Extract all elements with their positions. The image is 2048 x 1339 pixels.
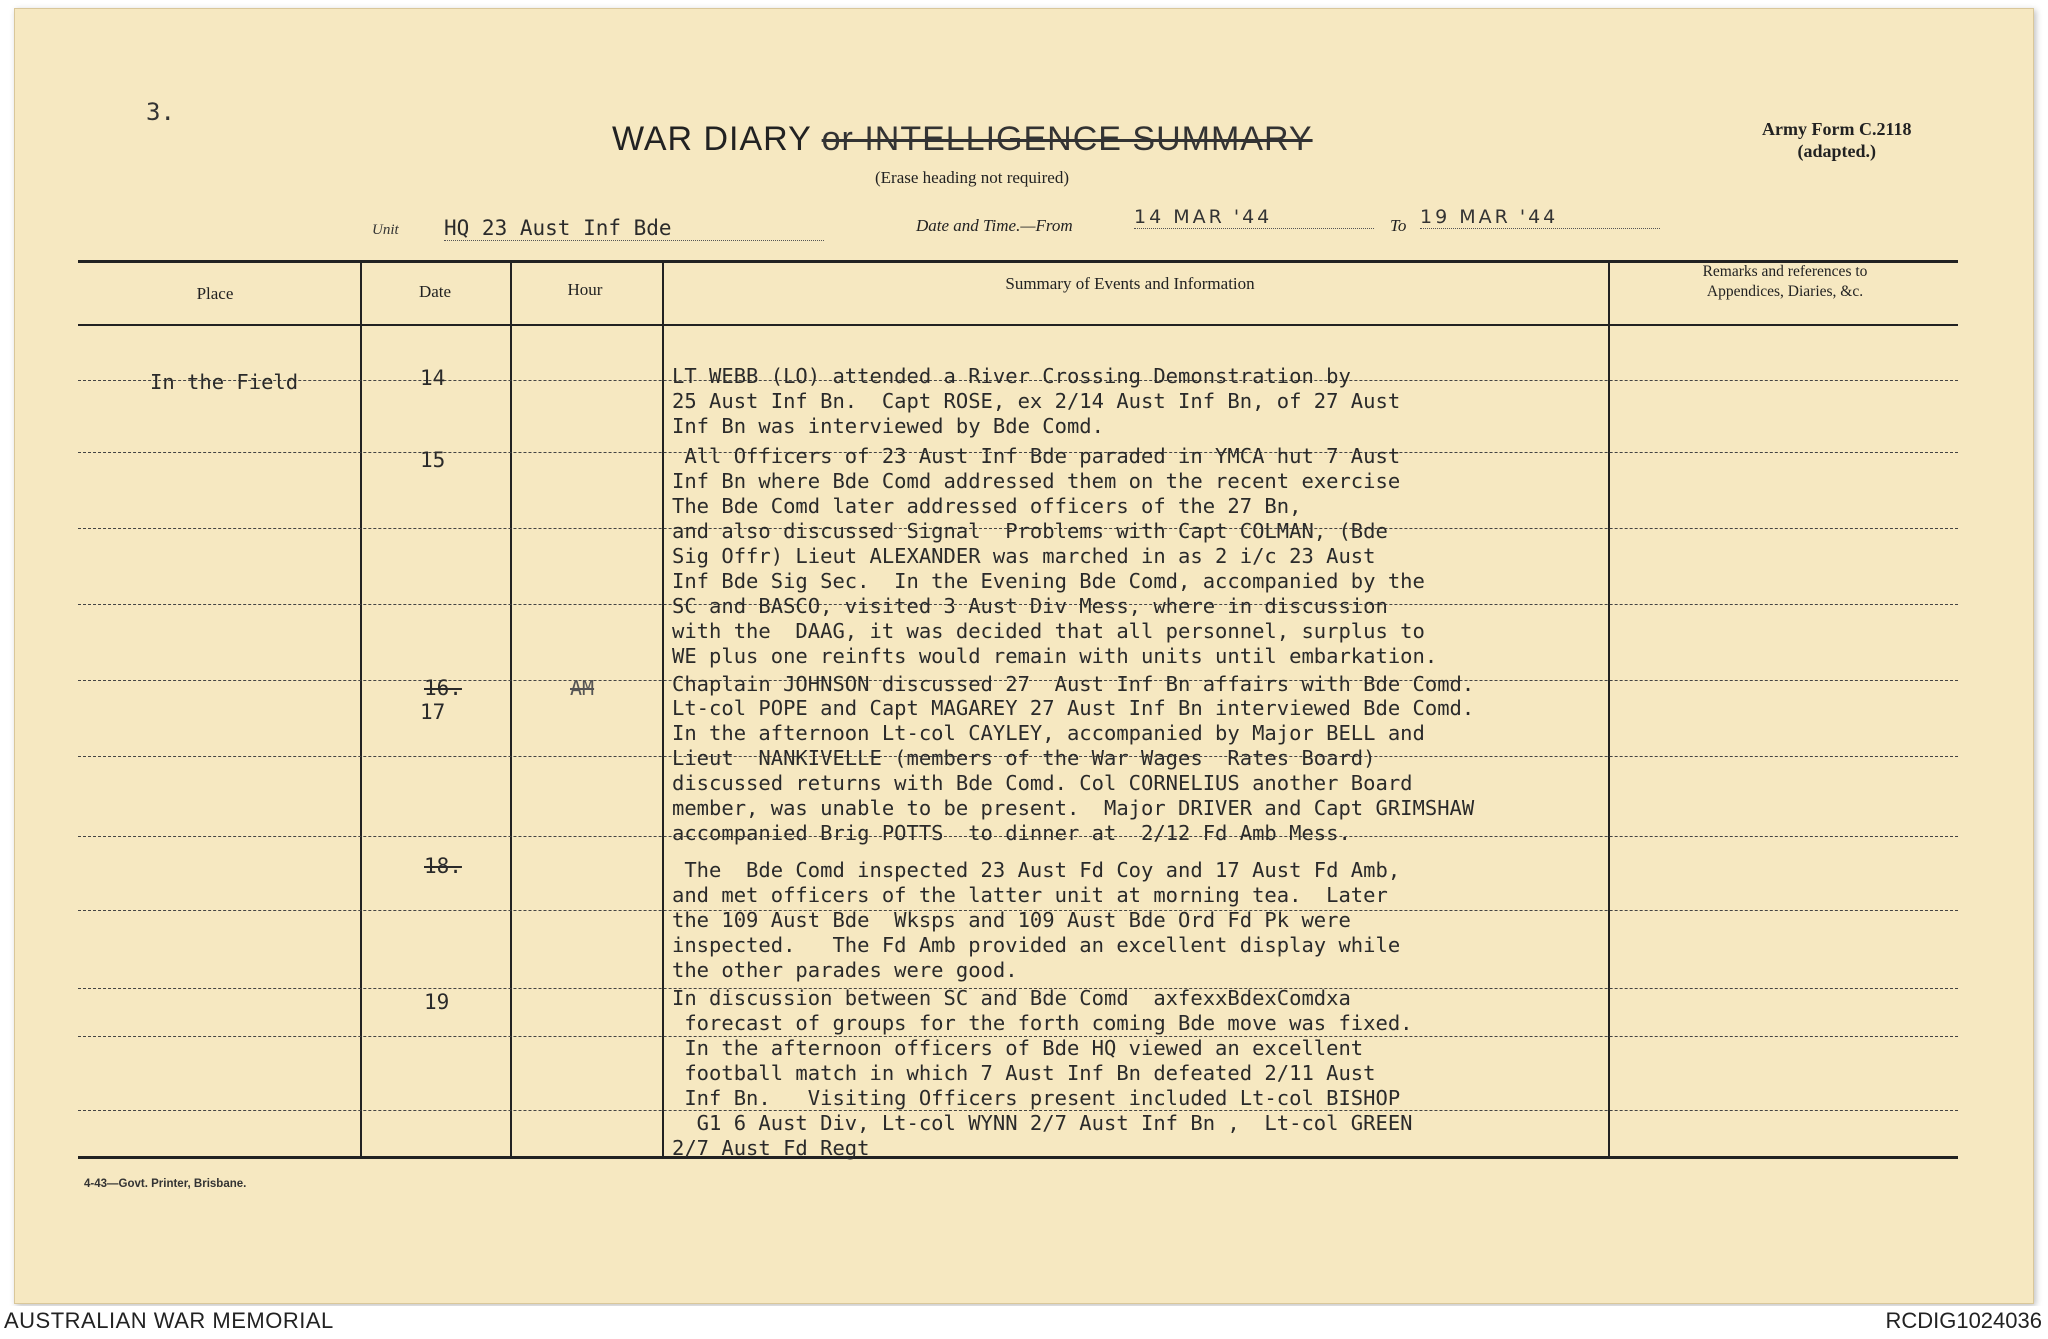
entry-17: Lt-col POPE and Capt MAGAREY 27 Aust Inf Bn interviewed Bde Comd. In the afternoon Lt-col CAYLEY, accompanied by Major BELL and Lieut NANKIVELLE (members of the War Wages Rates Board) discussed returns with Bde Comd. Col CORNELIUS another Board member, was unable to be present. Major DRIVER and Capt GRIMSHAW accompanied Brig POTTS to dinner at 2/12 Fd Amb Mess. [672,696,1475,845]
entry-14: LT WEBB (LO) attended a River Crossing Demonstration by 25 Aust Inf Bn. Capt ROSE, ex 2/14 Aust Inf Bn, of 27 Aust Inf Bn was interviewed by Bde Comd. [672,364,1401,438]
entry-19: In discussion between SC and Bde Comd axfexxBdexComdxa forecast of groups for the forth coming Bde move was fixed. In the afternoon officers of Bde HQ viewed an excellent football match in which 7 Aust Inf Bn defeated 2/11 Aust Inf Bn. Visiting Officers present included Lt-col BISHOP G1 6 Aust Div, Lt-col WYNN 2/7 Aust Inf Bn , Lt-col GREEN 2/7 Aust Fd Regt [672,986,1413,1160]
date-time-label: Date and Time.—From [916,216,1073,235]
header-date: Date [418,282,452,301]
date-19: 19 [424,990,450,1014]
printer-note: 4-43—Govt. Printer, Brisbane. [84,1178,247,1190]
entry-18: The Bde Comd inspected 23 Aust Fd Coy and 17 Aust Fd Amb, and met officers of the latter unit at morning tea. Later the 109 Aust Bde Wksps and 109 Aust Bde Ord Fd Pk were inspected. The Fd Amb provided an excellent display while the other parades were good. [672,858,1401,982]
header-remarks-line2: Appendices, Diaries, &c. [1706,283,1864,300]
army-form-label [1762,118,1911,162]
army-form-number: Army Form C.2118 [1762,119,1912,139]
unit-value: HQ 23 Aust Inf Bde [444,216,824,241]
header-hour: Hour [567,280,603,299]
footer-credit: AUSTRALIAN WAR MEMORIAL [4,1308,334,1333]
page-number: 3. [146,98,175,126]
header-remarks-line1: Remarks and references to [1702,263,1868,280]
header-summary: Summary of Events and Information [1005,274,1255,293]
erase-note: (Erase heading not required) [875,168,1069,187]
hour-am: AM [570,676,595,700]
entry-16: Chaplain JOHNSON discussed 27 Aust Inf Bn affairs with Bde Comd. [672,672,1475,696]
date-17: 17 [420,700,446,724]
col-divider-hour [662,262,664,1156]
date-16: 16. [424,676,462,700]
date-14: 14 [420,366,446,390]
date-18: 18. [424,854,462,878]
form-title-struck: or INTELLIGENCE SUMMARY [821,120,1313,158]
header-remarks [1620,262,1950,302]
date-15: 15 [420,448,446,472]
form-title [612,120,1313,159]
col-divider-summary [1608,262,1610,1156]
col-divider-place [360,262,362,1156]
place-value: In the Field [150,370,299,394]
form-title-kept: WAR DIARY [612,120,812,158]
army-form-adapted: (adapted.) [1797,141,1876,161]
date-from: 14 MAR '44 [1134,206,1374,229]
unit-label: Unit [372,222,399,238]
date-to: 19 MAR '44 [1420,206,1660,229]
header-place: Place [196,284,234,303]
date-to-label: To [1390,216,1407,235]
col-divider-date [510,262,512,1156]
entry-15: All Officers of 23 Aust Inf Bde paraded in YMCA hut 7 Aust Inf Bn where Bde Comd addressed them on the recent exercise The Bde Comd later addressed officers of the 27 Bn, and also discussed Signal Problems with Capt COLMAN, (Bde Sig Offr) Lieut ALEXANDER was marched in as 2 i/c 23 Aust Inf Bde Sig Sec. In the Evening Bde Comd, accompanied by the SC and BASCO, visited 3 Aust Div Mess, where in discussion with the DAAG, it was decided that all personnel, surplus to WE plus one reinfts would remain with units until embarkation. [672,444,1438,668]
footer-id: RCDIG1024036 [1885,1308,2042,1333]
